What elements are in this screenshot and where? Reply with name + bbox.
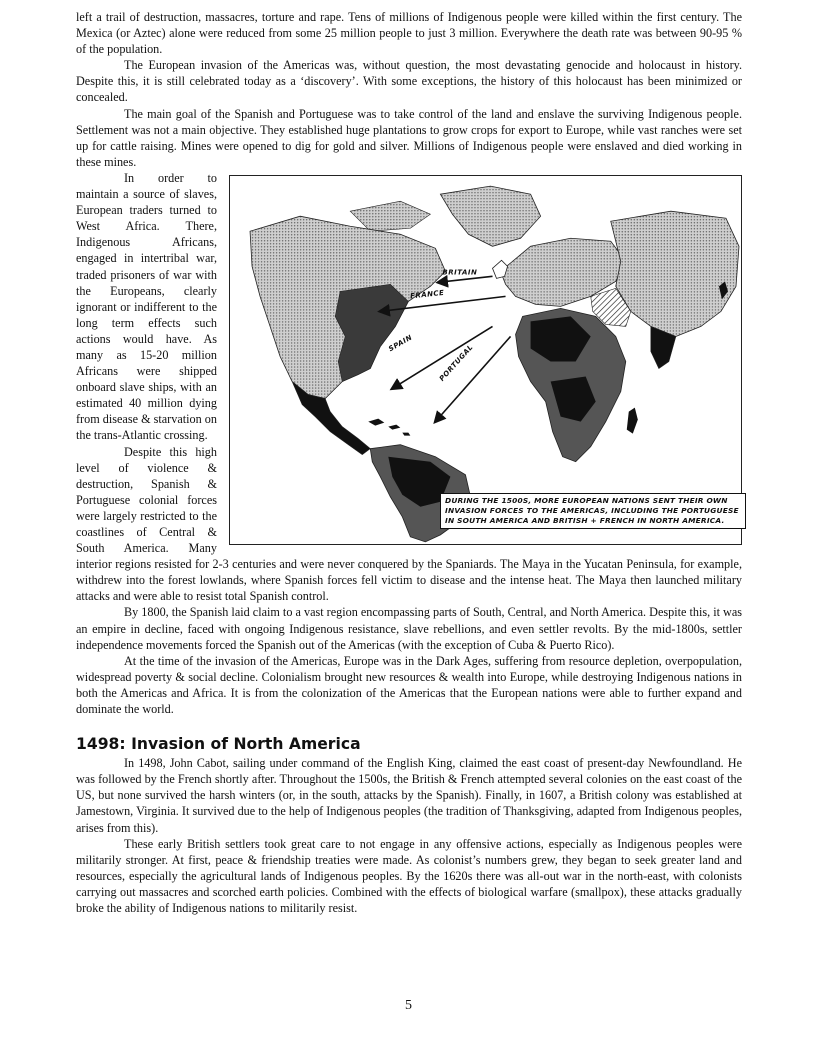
north-america-dark bbox=[335, 284, 408, 381]
paragraph-4: In order to maintain a source of slaves, European traders turned to West Africa. There, Indigenous Africans, engaged in intertribal war, traded prisoners of war with the Europeans, clearly ignorant or indifferent to the long term effects such actions would have. As many as 15-20 million Africans were shipped onboard slave ships, with an estimated 40 million dying from disease & starvation on the trans-Atlantic crossing. bbox=[76, 170, 217, 443]
paragraph-1: left a trail of destruction, massacres, torture and rape. Tens of millions of Indigenous people were killed within the first century. The Mexica (or Aztec) alone were reduced from some 25 million people to just 3 million. Everywhere the death rate was between 90-95 % of the population. bbox=[76, 10, 742, 57]
paragraph-2: The European invasion of the Americas was, without question, the most devastating genocide and holocaust in history. Despite this, it is still celebrated today as a ‘discovery’. With some exceptions, the history of this holocaust has been minimized or concealed. bbox=[76, 58, 742, 105]
label-france: FRANCE bbox=[409, 287, 445, 301]
madagascar bbox=[627, 408, 638, 434]
paragraph-3: The main goal of the Spanish and Portuguese was to take control of the land and enslave the surviving Indigenous people. Settlement was not a main objective. They established huge plantations to grow crops for export to Europe, while vast ranches were set up for cattle raising. Mines were opened to dig for gold and silver. Millions of Indigenous people were enslaved and died working in these mines. bbox=[76, 106, 742, 169]
page-number: 5 bbox=[405, 998, 412, 1013]
caribbean-islands bbox=[368, 419, 410, 436]
label-spain: SPAIN bbox=[386, 332, 414, 354]
paragraph-7: At the time of the invasion of the Americas, Europe was in the Dark Ages, suffering from resource depletion, overpopulation, widespread poverty & social decline. Colonialism brought new resources & wealth into Europe, while destroying Indigenous nations in both the Americas and Africa. It is from the colonization of the Americas that the European nations were able to further expand and dominate the world. bbox=[76, 653, 742, 717]
label-britain: BRITAIN bbox=[442, 267, 478, 277]
asia bbox=[611, 211, 739, 336]
invasion-map-figure bbox=[229, 175, 742, 545]
document-page bbox=[76, 9, 742, 916]
paragraph-9: These early British settlers took great care to not engage in any offensive actions, especially as Indigenous peoples were militarily stronger. At first, peace & friendship treaties were made. As colonist’s numbers grew, they began to seek greater land and resources, especially the agricultural lands of Indigenous peoples. By the 1620s there was all-out war in the north-east, with colonists carrying out massacres and scorched earth policies. Combined with the effects of biological warfare (smallpox), these attacks gradually broke the ability of Indigenous nations to militarily resist. bbox=[76, 836, 742, 915]
paragraph-5: Despite this high level of violence & destruction, Spanish & Portuguese colonial forces were largely restricted to the coastlines of Central & South America. Many interior regions resisted for 2-3 centuries and were never conquered by the Spaniards. The Maya in the Yucatan Peninsula, for example, withdrew into the forest lowlands, where Spanish forces fell victim to disease and the intense heat. The Maya then launched military attacks and were able to resist total Spanish control. bbox=[76, 444, 742, 604]
arctic-islands bbox=[350, 201, 430, 231]
paragraph-6: By 1800, the Spanish laid claim to a vast region encompassing parts of South, Central, and North America. Despite this, it was an empire in decline, faced with ongoing Indigenous resistance, slave rebellions, and even settler revolts. By the mid-1800s, settler independence movements forced the Spanish out of the Americas (with the exception of Cuba & Puerto Rico). bbox=[76, 605, 742, 652]
paragraph-8: In 1498, John Cabot, sailing under command of the English King, claimed the east coast of present-day Newfoundland. He was followed by the French shortly after. Throughout the 1500s, the British & French attempted several colonies on the east coast of the US, but none survived the harsh winters (or, in the south, attacks by the Spanish). Finally, in 1607, a British colony was established at Jamestown, Virginia. It survived due to the help of Indigenous peoples (the tradition of Thanksgiving, adapted from Indigenous peoples, arises from this). bbox=[76, 756, 742, 835]
arrow-britain bbox=[438, 276, 492, 282]
label-portugal: PORTUGAL bbox=[437, 342, 475, 383]
map-caption: DURING THE 1500S, MORE EUROPEAN NATIONS SENT THEIR OWN INVASION FORCES TO THE AMERICAS, INCLUDING THE PORTUGUESE IN SOUTH AMERICA AND BRITISH + FRENCH IN NORTH AMERICA. bbox=[440, 493, 746, 529]
greenland bbox=[440, 186, 540, 246]
section-heading: 1498: Invasion of North America bbox=[76, 735, 361, 754]
world-map bbox=[230, 176, 741, 544]
